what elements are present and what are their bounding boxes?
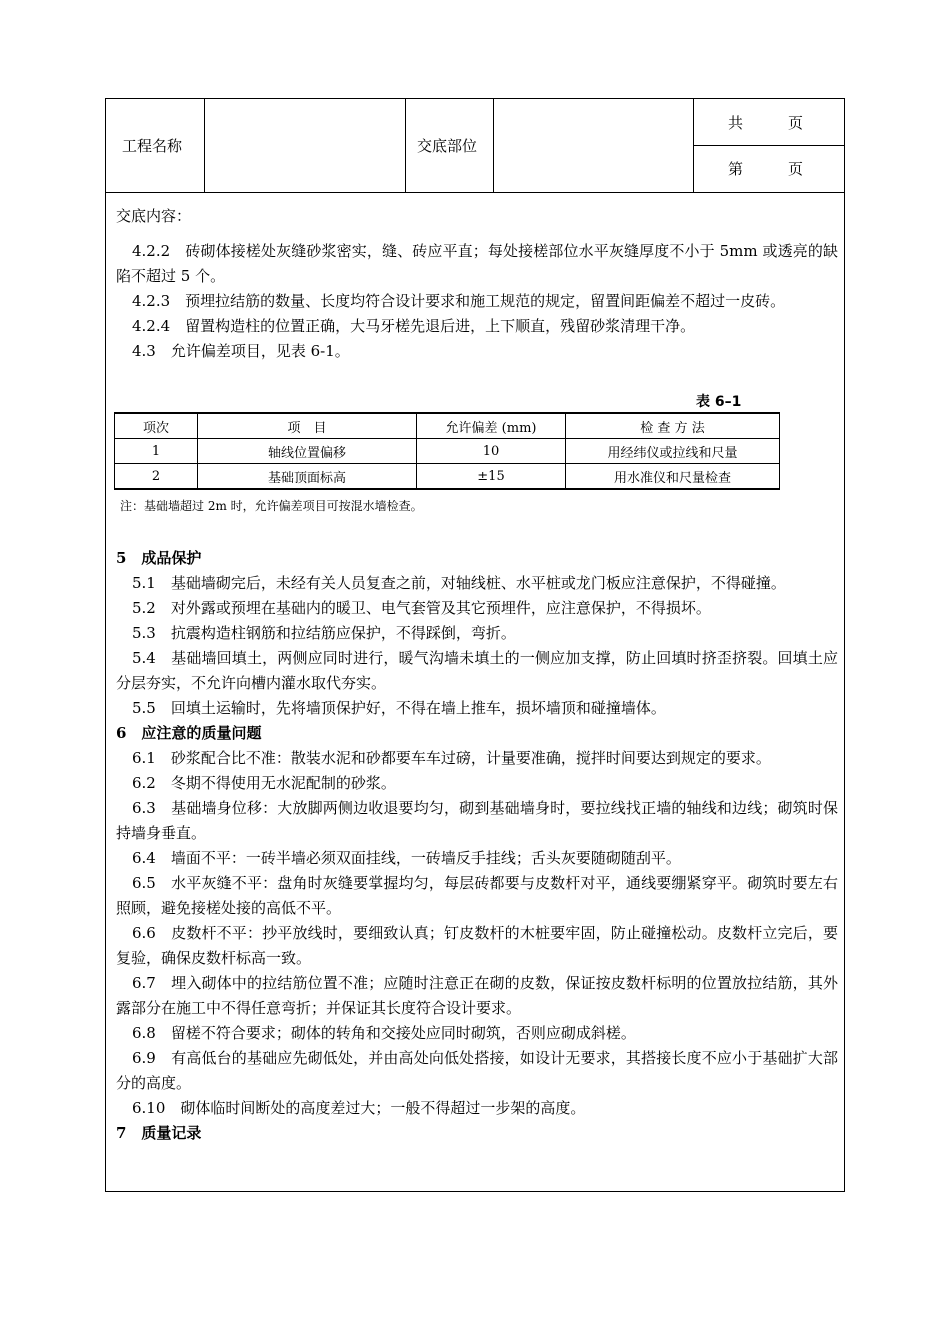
table-cell: 用经纬仪或拉线和尺量 — [566, 439, 780, 464]
paragraph: 6.9 有高低台的基础应先砌低处，并由高处向低处搭接，如设计无要求，其搭接长度不应小于基础扩大部分的高度。 — [116, 1049, 838, 1092]
section-heading: 5 成品保护 — [116, 549, 202, 567]
divider — [493, 99, 494, 192]
divider — [405, 99, 406, 192]
table-header-cell: 项 目 — [198, 413, 417, 439]
paragraph: 5.2 对外露或预埋在基础内的暖卫、电气套管及其它预埋件，应注意保护，不得损坏。 — [132, 599, 711, 617]
paragraph: 5.4 基础墙回填土，两侧应同时进行，暖气沟墙未填土的一侧应加支撑，防止回填时挤歪挤裂。回填土应分层夯实，不允许向槽内灌水取代夯实。 — [116, 649, 838, 692]
content-top — [116, 239, 838, 364]
paragraph: 6.7 埋入砌体中的拉结筋位置不准；应随时注意正在砌的皮数，保证按皮数杆标明的位置放拉结筋，其外露部分在施工中不得任意弯折；并保证其长度符合设计要求。 — [116, 974, 838, 1017]
table-header-row — [115, 413, 780, 439]
table-header-cell: 项次 — [115, 413, 198, 439]
table-row — [115, 439, 780, 464]
table-cell: ±15 — [417, 464, 566, 490]
table-cell: 1 — [115, 439, 198, 464]
paragraph: 5.5 回填土运输时，先将墙顶保护好，不得在墙上推车，损坏墙顶和碰撞墙体。 — [132, 699, 666, 717]
header-table — [106, 99, 844, 193]
section-heading: 6 应注意的质量问题 — [116, 724, 262, 742]
paragraph: 6.4 墙面不平：一砖半墙必须双面挂线，一砖墙反手挂线；舌头灰要随砌随刮平。 — [132, 849, 681, 867]
intro-label: 交底内容： — [116, 207, 192, 225]
project-name-label: 工程名称 — [122, 137, 183, 155]
section-heading: 7 质量记录 — [116, 1124, 202, 1142]
paragraph: 6.8 留槎不符合要求；砌体的转角和交接处应同时砌筑，否则应砌成斜槎。 — [132, 1024, 636, 1042]
page-number-label: 第 页 — [728, 160, 804, 178]
paragraph: 5.3 抗震构造柱钢筋和拉结筋应保护，不得踩倒，弯折。 — [132, 624, 516, 642]
table-cell: 轴线位置偏移 — [198, 439, 417, 464]
paragraph: 4.2.4 留置构造柱的位置正确，大马牙槎先退后进，上下顺直，残留砂浆清理干净。 — [132, 317, 696, 335]
paragraph: 4.2.3 预埋拉结筋的数量、长度均符合设计要求和施工规范的规定，留置间距偏差不超过一皮砖。 — [132, 292, 786, 310]
table-caption: 表 6–1 — [696, 394, 742, 410]
table-row — [115, 464, 780, 490]
table-header-cell: 允许偏差 (mm) — [417, 413, 566, 439]
paragraph: 5.1 基础墙砌完后，未经有关人员复查之前，对轴线桩、水平桩或龙门板应注意保护，不得碰撞。 — [132, 574, 786, 592]
deviation-table — [114, 412, 780, 490]
paragraph: 6.6 皮数杆不平：抄平放线时，要细致认真；钉皮数杆的木桩要牢固，防止碰撞松动。皮数杆立完后，要复验，确保皮数杆标高一致。 — [116, 924, 838, 967]
document-frame — [105, 98, 845, 1192]
paragraph: 6.5 水平灰缝不平：盘角时灰缝要掌握均匀，每层砖都要与皮数杆对平，通线要绷紧穿平。砌筑时要左右照顾，避免接槎处接的高低不平。 — [116, 874, 838, 917]
paragraph: 6.10 砌体临时间断处的高度差过大；一般不得超过一步架的高度。 — [132, 1099, 586, 1117]
table-cell: 基础顶面标高 — [198, 464, 417, 490]
total-pages-label: 共 页 — [728, 114, 804, 132]
table-cell: 2 — [115, 464, 198, 490]
paragraph: 4.3 允许偏差项目，见表 6-1。 — [132, 342, 350, 360]
paragraph: 6.1 砂浆配合比不准：散装水泥和砂都要车车过磅，计量要准确，搅拌时间要达到规定的要求。 — [132, 749, 771, 767]
table-header-cell: 检 查 方 法 — [566, 413, 780, 439]
paragraph: 4.2.2 砖砌体接槎处灰缝砂浆密实，缝、砖应平直；每处接槎部位水平灰缝厚度不小于 5mm 或透亮的缺陷不超过 5 个。 — [116, 242, 838, 285]
table-cell: 用水准仪和尺量检查 — [566, 464, 780, 490]
content-bottom — [116, 546, 838, 1146]
paragraph: 6.2 冬期不得使用无水泥配制的砂浆。 — [132, 774, 396, 792]
location-label: 交底部位 — [417, 137, 478, 155]
divider — [693, 145, 844, 146]
table-cell: 10 — [417, 439, 566, 464]
table-note: 注：基础墙超过 2m 时，允许偏差项目可按混水墙检查。 — [120, 499, 423, 513]
paragraph: 6.3 基础墙身位移：大放脚两侧边收退要均匀，砌到基础墙身时，要拉线找正墙的轴线和边线；砌筑时保持墙身垂直。 — [116, 799, 838, 842]
divider — [204, 99, 205, 192]
